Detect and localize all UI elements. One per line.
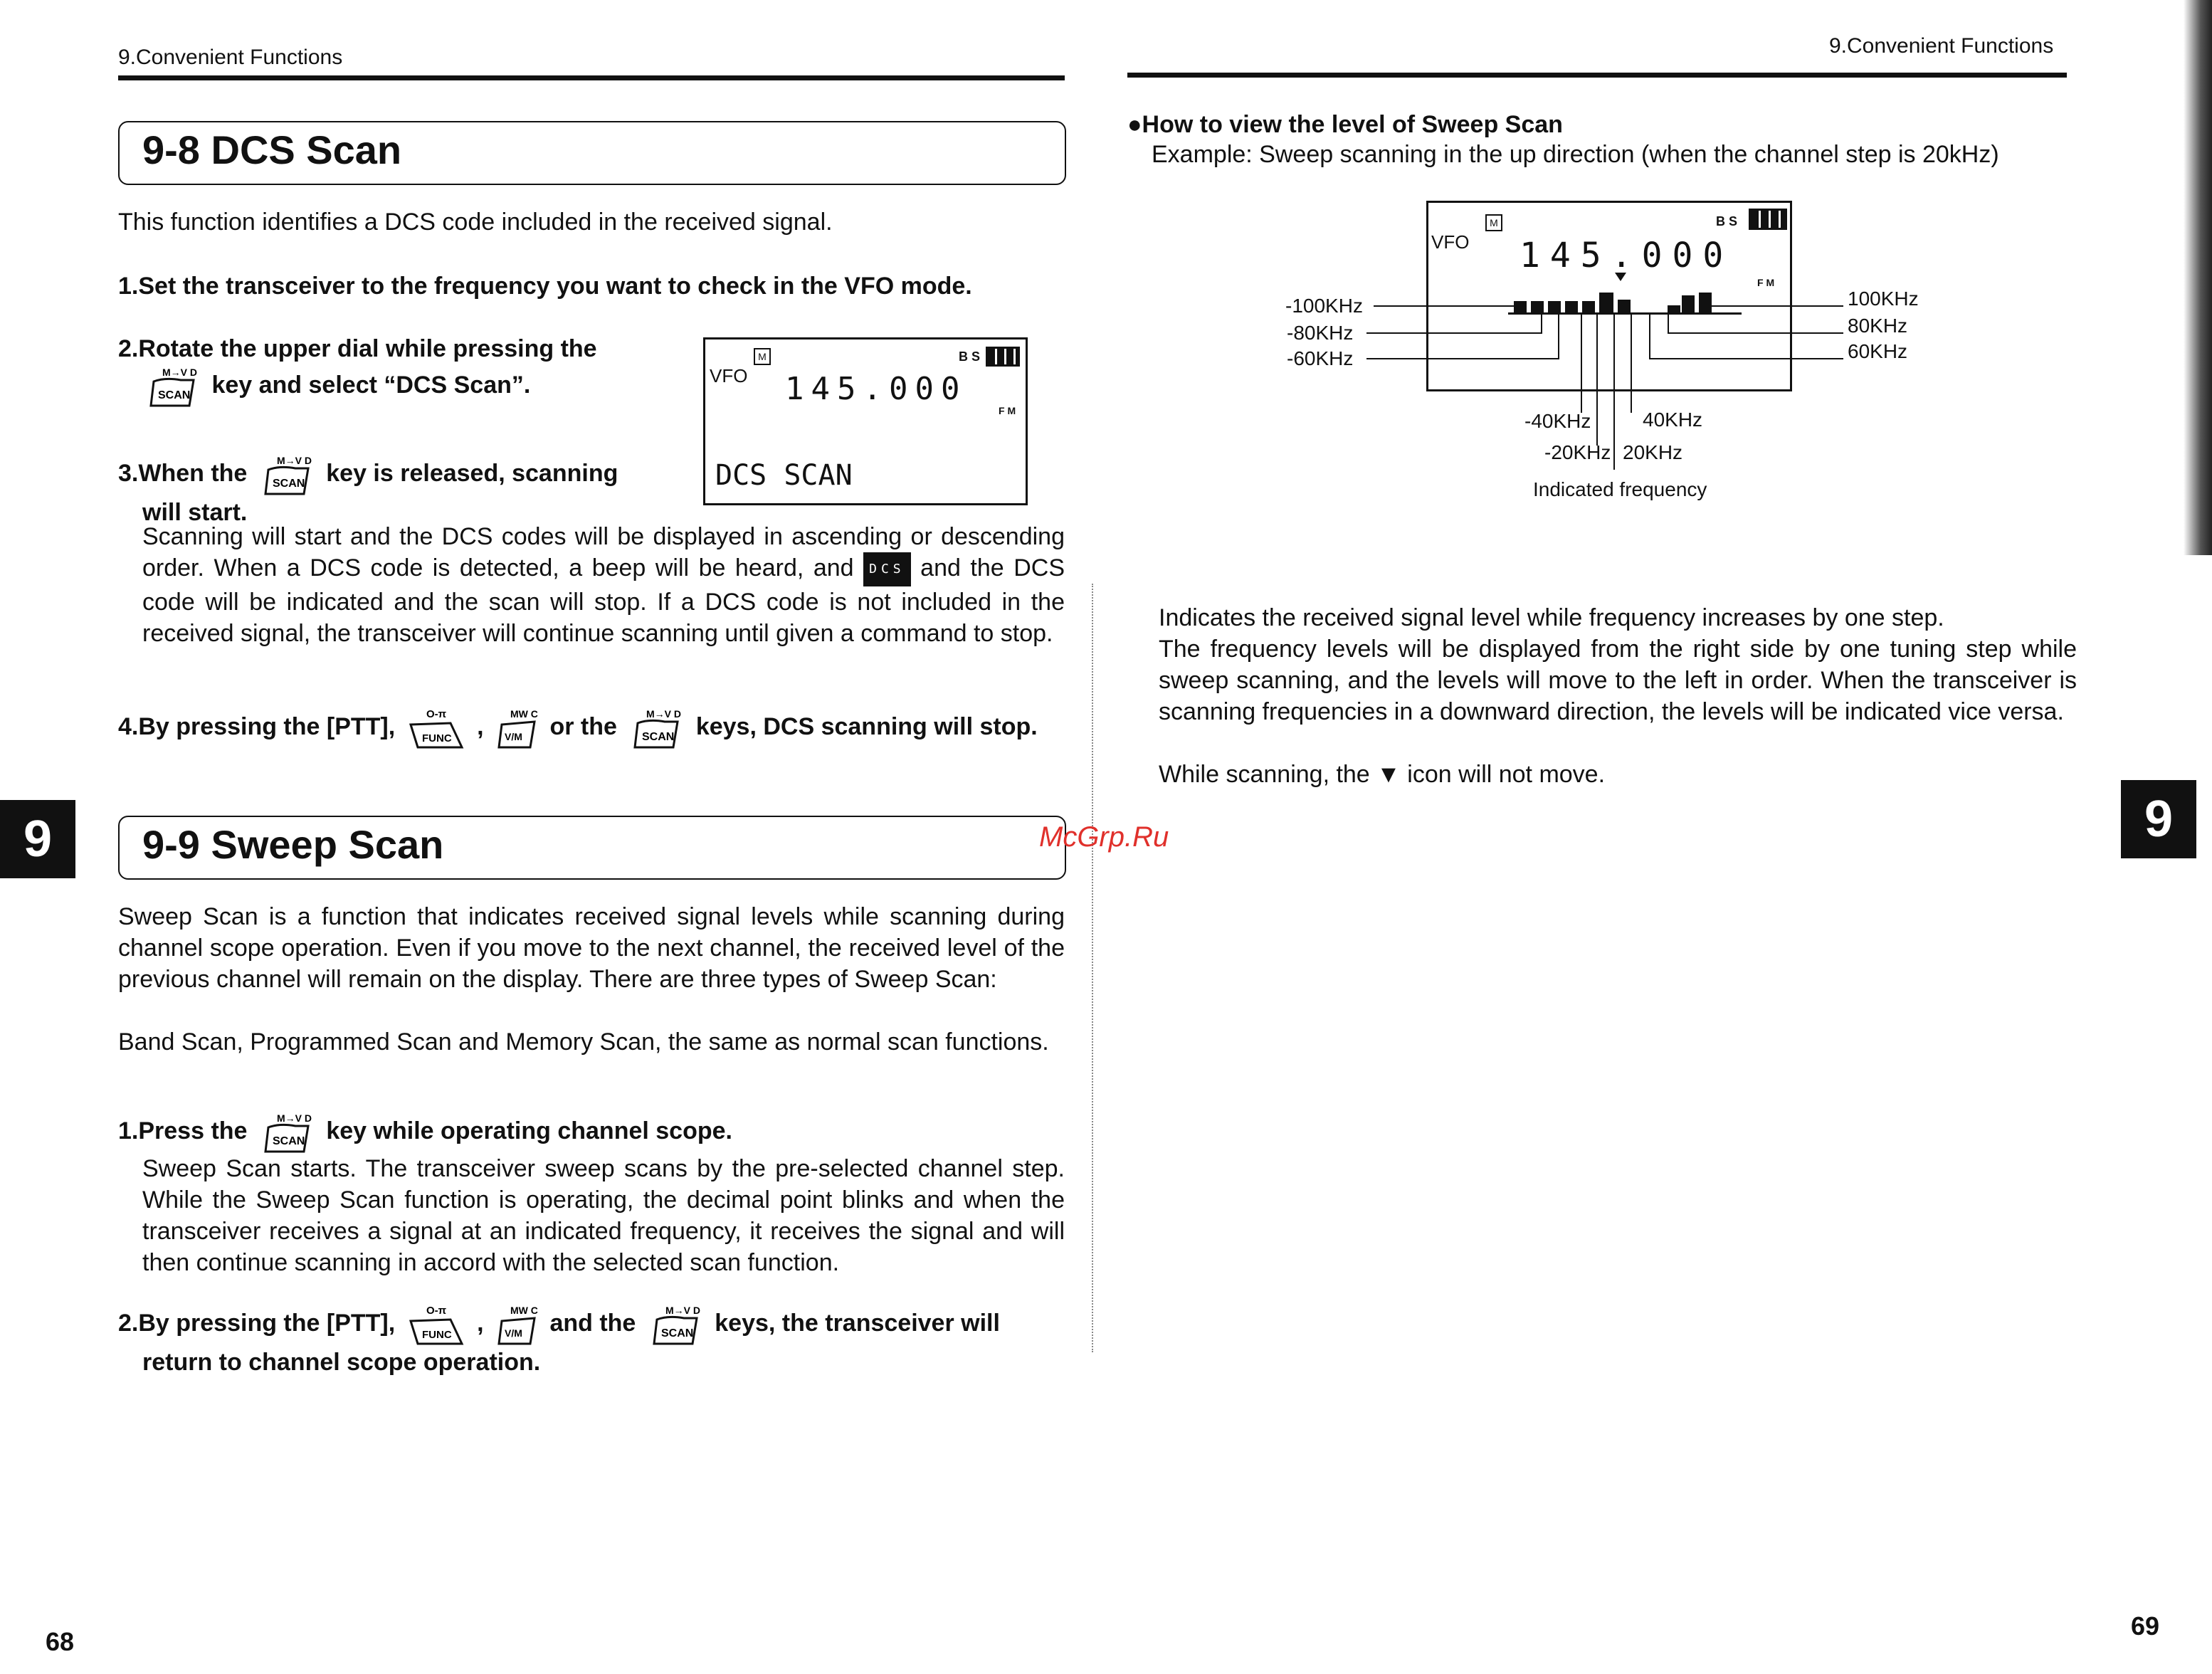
sweep-step2-text-c: keys, the transceiver will [715,1309,1000,1337]
section-99-intro: Sweep Scan is a function that indicates received signal levels while scanning during channel scope operation. Even if you move to the next channel, the received level of the previous channel will remain on the display. There are three types of Sweep Scan: [118,903,1065,993]
scan-key-icon [647,1302,704,1347]
sweep-lcd-mode: VFO [1431,231,1470,253]
vfo-key-icon [495,706,539,750]
sweep-para2: The frequency levels will be displayed from the right side by one tuning step while sweep scanning, and the levels will move to the left in order. When the transceiver is scanning frequencies in a downward direction, the levels will be indicated vice versa. [1159,636,2077,725]
sweep-step1-text-b: key while operating channel scope. [326,1117,732,1144]
page-number-right: 69 [2131,1611,2160,1641]
memory-icon: M [754,348,771,365]
section-98-step3-body [142,521,1065,649]
page-number-left: 68 [46,1627,75,1656]
step3-body-2: and the DCS code will be indicated and the scan will stop. If a DCS code is not included in the received signal, the transceiver will continue scanning until given a command to stop. [142,554,1065,648]
label-minus-60: -60KHz [1287,347,1354,369]
step4-text-a: 4.By pressing the [PTT], [118,712,396,740]
step4-text-c: keys, DCS scanning will stop. [695,712,1038,740]
sweep-step2-text-a: 2.By pressing the [PTT], [118,1309,396,1337]
vfo-key-icon [495,1302,539,1347]
scan-key-icon [628,706,685,750]
section-99-step1-body: Sweep Scan starts. The transceiver sweep scans by the pre-selected channel step. While the Sweep Scan function is operating, the decimal point blinks and when the transceiver receives a signal at an indicated frequency, it receives the signal and will then continue scanning in accord with the selected scan function. [142,1155,1065,1276]
svg-text:SCAN: SCAN [660,1327,694,1339]
label-minus-40: -40KHz [1524,410,1591,432]
svg-text:O-π: O-π [426,708,446,720]
svg-text:M→V D: M→V D [646,708,682,720]
scan-key-icon [258,1110,315,1154]
section-99-intro2: Band Scan, Programmed Scan and Memory Scan, the same as normal scan functions. [118,1028,1049,1056]
scan-key-icon [144,364,201,409]
watermark: McGrp.Ru [1039,821,1169,853]
svg-text:MW C: MW C [510,1305,538,1316]
how-to-title: ●How to view the level of Sweep Scan [1127,111,1563,138]
section-99-step2 [118,1302,1072,1378]
sweep-step2-text-d: return to channel scope operation. [142,1349,541,1376]
section-98-step4 [118,706,1072,750]
sweep-memory-icon: M [1485,214,1502,231]
func-key-icon [406,1302,466,1347]
label-plus-100: 100KHz [1848,288,1919,310]
section-98-step2 [118,333,680,409]
label-plus-80: 80KHz [1848,315,1908,337]
label-minus-80: -80KHz [1287,322,1354,344]
svg-text:MW C: MW C [510,708,538,720]
section-98-step3-text-a: 3.When the [118,459,248,487]
svg-text:M→V D: M→V D [276,1112,312,1124]
step4-text-b: or the [549,712,617,740]
section-99-title: 9-9 Sweep Scan [142,822,444,867]
right-header-rule [1127,73,2067,78]
svg-text:FUNC: FUNC [421,1329,452,1341]
sweep-lcd-bs: B S [1716,214,1738,228]
svg-text:FUNC: FUNC [421,732,452,744]
dcs-scan-lcd [703,337,1028,505]
section-98-step3-text-b: key is released, scanning [326,459,618,487]
svg-text:M→V D: M→V D [162,367,197,378]
svg-text:M→V D: M→V D [665,1305,700,1316]
section-98-step3-text-c: will start. [142,499,248,526]
section-98-title: 9-8 DCS Scan [142,127,402,172]
svg-text:M→V D: M→V D [276,455,312,466]
lcd-frequency: 145.000 [785,371,967,407]
lcd-bs: B S [959,349,981,364]
svg-text:SCAN: SCAN [642,731,675,743]
lcd-mode: VFO [710,365,748,386]
dcs-badge: DCS [863,552,911,586]
svg-text:SCAN: SCAN [158,389,191,401]
sweep-leader-lines [1352,270,1865,498]
page-edge-shadow [2184,0,2212,555]
left-page-header: 9.Convenient Functions [118,46,343,69]
section-98-step3 [118,453,688,528]
sweep-para3: While scanning, the ▼ icon will not move. [1159,761,1606,788]
section-99-step1 [118,1110,1065,1154]
label-plus-60: 60KHz [1848,340,1908,362]
scan-key-icon [258,453,315,497]
sweep-battery-icon [1749,209,1787,230]
page-divider [1092,584,1093,1352]
step3-body-1: Scanning will start and the DCS codes will be displayed in ascending or descending order. When a DCS code is detected, a beep will be heard, and [142,523,1065,581]
chapter-tab-left: 9 [0,800,75,878]
lcd-message: DCS SCAN [715,459,853,492]
svg-text:V/M: V/M [505,1327,522,1339]
sweep-step1-text-a: 1.Press the [118,1117,248,1144]
section-98-step2-text-a: 2.Rotate the upper dial while pressing the [118,335,597,362]
sweep-lcd-frequency: 145.000 [1520,236,1734,275]
section-98-step1: 1.Set the transceiver to the frequency you want to check in the VFO mode. [118,273,972,300]
svg-text:V/M: V/M [505,731,522,742]
lcd-fm: F M [999,405,1016,416]
section-98-step2-text-b: key and select “DCS Scan”. [211,371,531,399]
svg-text:SCAN: SCAN [272,1135,305,1147]
sweep-para1: Indicates the received signal level while frequency increases by one step. [1159,604,1944,631]
chapter-tab-right: 9 [2121,780,2196,858]
label-plus-20: 20KHz [1623,441,1683,463]
func-key-icon [406,706,466,750]
right-page-header: 9.Convenient Functions [1829,34,2054,58]
label-minus-100: -100KHz [1285,295,1363,317]
sweep-lcd-fm: F M [1757,277,1775,288]
section-98-intro: This function identifies a DCS code included in the received signal. [118,209,833,236]
label-minus-20: -20KHz [1544,441,1611,463]
step4-sep: , [477,712,484,740]
label-indicated-frequency: Indicated frequency [1533,478,1707,500]
svg-text:O-π: O-π [426,1305,446,1317]
left-header-rule [118,75,1065,80]
svg-text:SCAN: SCAN [272,478,305,490]
sweep-step2-sep: , [477,1309,484,1337]
label-plus-40: 40KHz [1643,409,1703,431]
battery-icon [986,347,1020,367]
example-text: Example: Sweep scanning in the up direction (when the channel step is 20kHz) [1152,141,1999,168]
sweep-step2-text-b: and the [549,1309,636,1337]
